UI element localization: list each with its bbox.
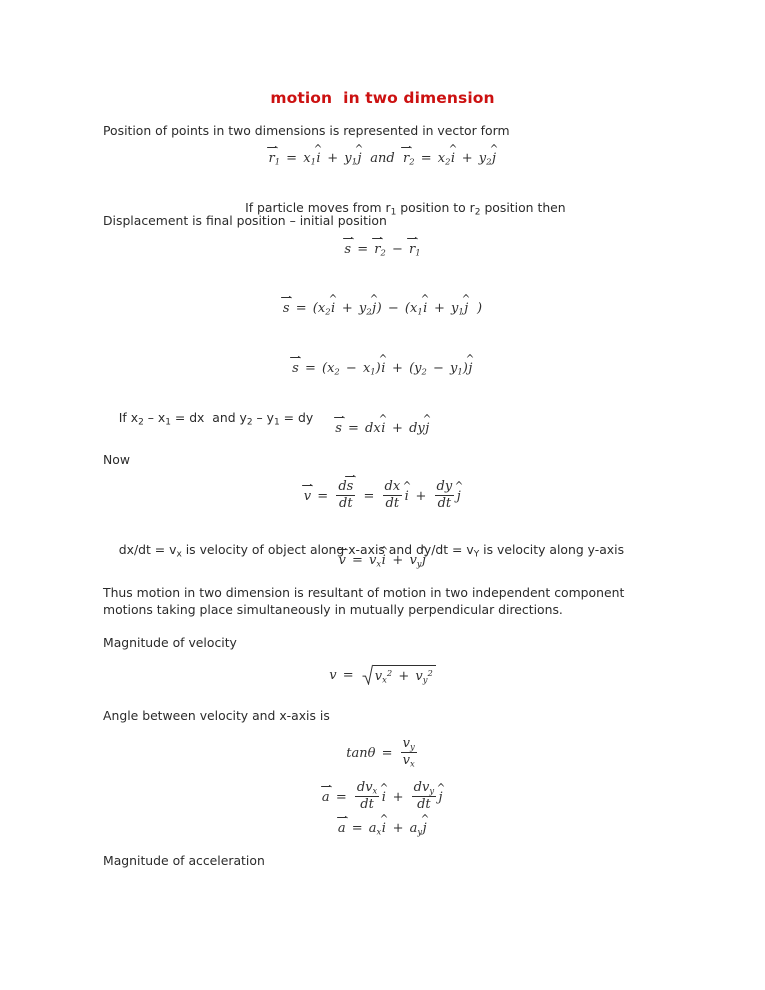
fraction-numerator [336, 480, 355, 496]
vector-r2: r [402, 151, 410, 166]
text-fragment: – y [252, 410, 274, 425]
fraction-dx-dt [383, 480, 403, 510]
fraction-denominator: dt [339, 495, 353, 511]
left-paren: ( [322, 361, 328, 376]
text-fragment: If particle moves from r [245, 200, 391, 215]
equation-tan-theta [0, 738, 765, 769]
y-symbol: y [451, 301, 459, 316]
paragraph-now: Now [103, 452, 130, 467]
fraction-denominator: dt [417, 797, 431, 813]
i-hat-icon: ^ i [331, 301, 336, 316]
j-hat-icon: ^ j [438, 790, 443, 805]
and-word: and [370, 151, 395, 166]
plus-sign: + [433, 301, 445, 316]
i-hat-icon: ^ i [381, 790, 386, 805]
i-hat-icon: ^ i [381, 553, 386, 568]
vector-v: v [303, 488, 312, 504]
v-symbol: v [374, 669, 383, 685]
paragraph-displacement-definition: Displacement is final position – initial position [103, 213, 387, 228]
text-fragment: position then [480, 200, 566, 215]
square-root-icon [362, 665, 436, 686]
equation-displacement: $s = r_2 - r_1$ [344, 242, 421, 258]
fraction-dvx-dt [355, 781, 379, 812]
fraction-denominator: dt [437, 495, 452, 511]
text-fragment: – x [143, 410, 166, 425]
subscript: Y [473, 549, 480, 560]
equals-sign: = [295, 301, 307, 316]
tan-theta-label: tanθ [346, 746, 376, 762]
j-hat-icon: ^ j [422, 821, 427, 836]
vector-r1: r [409, 242, 416, 257]
y-symbol: y [450, 361, 458, 376]
paragraph-angle-between: Angle between velocity and x-axis is [103, 708, 330, 723]
i-hat-icon: ^ i [381, 821, 386, 836]
vector-s: s [344, 242, 352, 257]
j-hat-icon: ^ j [468, 361, 473, 376]
left-paren: ( [404, 301, 410, 316]
j-hat-icon: ^ j [425, 421, 430, 436]
equation-acceleration-definition [0, 782, 765, 813]
d-symbol: d [365, 421, 374, 436]
fraction-numerator: $dv_y$ [413, 780, 435, 796]
equation-velocity-magnitude [0, 665, 765, 686]
fraction-dvy-dt [412, 781, 436, 812]
left-paren: ( [312, 301, 318, 316]
page-title: motion in two dimension [270, 89, 495, 107]
j-hat-icon: ^ j [464, 301, 469, 316]
right-paren: ) [375, 361, 381, 376]
paragraph-if-particle-moves [0, 182, 765, 238]
a-symbol: a [409, 821, 418, 836]
fraction-dy-dt [435, 480, 455, 510]
vector-a: a [321, 789, 330, 805]
fraction-numerator: $dv_x$ [356, 780, 378, 796]
equals-sign: = [348, 421, 359, 436]
subscript: 2 [474, 207, 481, 218]
vector-r2: r [374, 242, 381, 257]
vector-s: s [282, 301, 290, 316]
fraction-denominator: $v_x$ [402, 753, 415, 769]
vector-s: s [292, 361, 299, 376]
y-symbol: y [414, 361, 422, 376]
fraction-vy-vx [401, 737, 417, 768]
j-hat-icon: ^ j [422, 553, 427, 568]
y-symbol: y [344, 151, 352, 166]
text-fragment: = dy [279, 410, 314, 425]
a-symbol: a [368, 821, 377, 836]
paragraph-position-vector-form: Position of points in two dimensions is represented in vector form [103, 123, 510, 138]
i-hat-icon: ^ i [381, 361, 386, 376]
radicand: $v_x^2 + v_y^2$ [373, 665, 436, 686]
y-symbol: y [358, 301, 367, 316]
minus-sign: − [345, 361, 357, 376]
vector-s: s [335, 421, 342, 436]
fraction-numerator: dx [384, 479, 401, 495]
paragraph-magnitude-of-acceleration: Magnitude of acceleration [103, 853, 265, 868]
minus-sign: − [387, 301, 399, 316]
j-hat-icon: ^ j [456, 489, 461, 504]
equation-acceleration-components: $a = a_x\^{}$ $i + a_y\^{}$ j [0, 821, 765, 836]
plus-sign: + [341, 301, 353, 316]
equals-sign: = [363, 488, 375, 504]
vector-s: s [346, 479, 354, 495]
text-fragment: dx/dt = v [118, 542, 177, 557]
equals-sign: = [351, 553, 363, 568]
plus-sign: + [392, 421, 403, 436]
j-hat-icon: ^ j [357, 151, 362, 166]
x-symbol: x [317, 301, 326, 316]
i-hat-icon: ^ i [450, 151, 455, 166]
left-paren: ( [409, 361, 415, 376]
x-symbol: x [327, 361, 335, 376]
v-symbol: v [329, 667, 337, 683]
equals-sign: = [335, 789, 347, 805]
d-symbol: d [338, 479, 347, 495]
vector-r1: r [268, 151, 275, 166]
y-symbol: y [478, 151, 487, 166]
fraction-denominator: dt [385, 495, 400, 511]
v-symbol: v [368, 553, 377, 568]
equals-sign: = [286, 151, 298, 166]
v-symbol: v [415, 669, 423, 685]
j-hat-icon: ^ j [491, 151, 496, 166]
i-hat-icon: ^ i [316, 151, 321, 166]
equals-sign: = [342, 667, 354, 683]
plus-sign: + [398, 669, 410, 685]
equals-sign: = [420, 151, 432, 166]
fraction-ds-dt [336, 480, 355, 510]
text-fragment: is velocity of object along x-axis and dy/dt = v [181, 542, 474, 557]
v-symbol: v [402, 736, 410, 752]
equation-displacement-differential [0, 421, 765, 436]
equation-displacement-components: $s = (x_2$ − $x_1)\^{}$ $i + (y_2$ − $y_1)\^{}$ j [0, 361, 765, 376]
equation-position-vectors: $r_1$ = $x_1\^{}$ $i + y_1\^{}$ j and $r_2$ = $x_2\^{}$ $i + y_2\^{}$ j [0, 151, 765, 166]
plus-sign: + [392, 821, 404, 836]
equation-velocity-components: $v = v_x\^{}$ $i + v_y\^{}$ j [0, 553, 765, 568]
text-fragment: = dx and y [170, 410, 247, 425]
subscript: x [176, 549, 182, 560]
vector-v: v [338, 553, 346, 568]
x-symbol: x [373, 421, 381, 436]
x-symbol: x [303, 151, 311, 166]
x-symbol: x [362, 361, 371, 376]
radical-stroke [362, 664, 373, 685]
plus-sign: + [461, 151, 473, 166]
plus-sign: + [392, 553, 404, 568]
equals-sign: = [381, 746, 393, 762]
i-hat-icon: ^ i [404, 489, 409, 504]
equals-sign: = [317, 488, 329, 504]
equals-sign: = [357, 242, 369, 257]
j-hat-icon: ^ j [372, 301, 377, 316]
fraction-numerator: $v_y$ [402, 736, 415, 752]
text-fragment: is velocity along y-axis [479, 542, 625, 557]
right-paren: ) [376, 301, 382, 316]
x-symbol: x [437, 151, 446, 166]
plus-sign: + [392, 789, 404, 805]
text-fragment: position to r [396, 200, 475, 215]
text-fragment: If x [118, 410, 139, 425]
equals-sign: = [304, 361, 316, 376]
subscript: 1 [165, 417, 171, 428]
plus-sign: + [415, 488, 427, 504]
minus-sign: − [433, 361, 444, 376]
equation-velocity-definition [0, 481, 765, 511]
i-hat-icon: ^ i [381, 421, 386, 436]
fraction-numerator: dy [436, 479, 453, 495]
v-symbol: v [402, 753, 410, 769]
vector-a: a [337, 821, 346, 836]
i-hat-icon: ^ i [423, 301, 428, 316]
right-paren: ) [477, 301, 483, 316]
paragraph-thus-motion: Thus motion in two dimension is resultant of motion in two independent component motions taking place simultaneously in mutually perpendicular directions. [103, 585, 629, 617]
plus-sign: + [327, 151, 339, 166]
right-paren: ) [462, 361, 468, 376]
subscript: 2 [246, 417, 253, 428]
equation-displacement-expanded: $s = (x_2\^{}$ $i + y_2\^{}$ $j) - (x_1\^{}$ $i + y_1\^{}$ j ) [0, 301, 765, 316]
d-symbol: d [409, 421, 418, 436]
plus-sign: + [392, 361, 403, 376]
equals-sign: = [351, 821, 363, 836]
subscript: 2 [138, 417, 144, 428]
y-symbol: y [417, 421, 425, 436]
fraction-denominator: dt [360, 797, 374, 813]
subscript: 1 [390, 207, 397, 218]
paragraph-magnitude-of-velocity: Magnitude of velocity [103, 635, 237, 650]
v-symbol: v [409, 553, 417, 568]
x-symbol: x [409, 301, 418, 316]
subscript: 1 [274, 417, 280, 428]
minus-sign: − [391, 242, 403, 257]
